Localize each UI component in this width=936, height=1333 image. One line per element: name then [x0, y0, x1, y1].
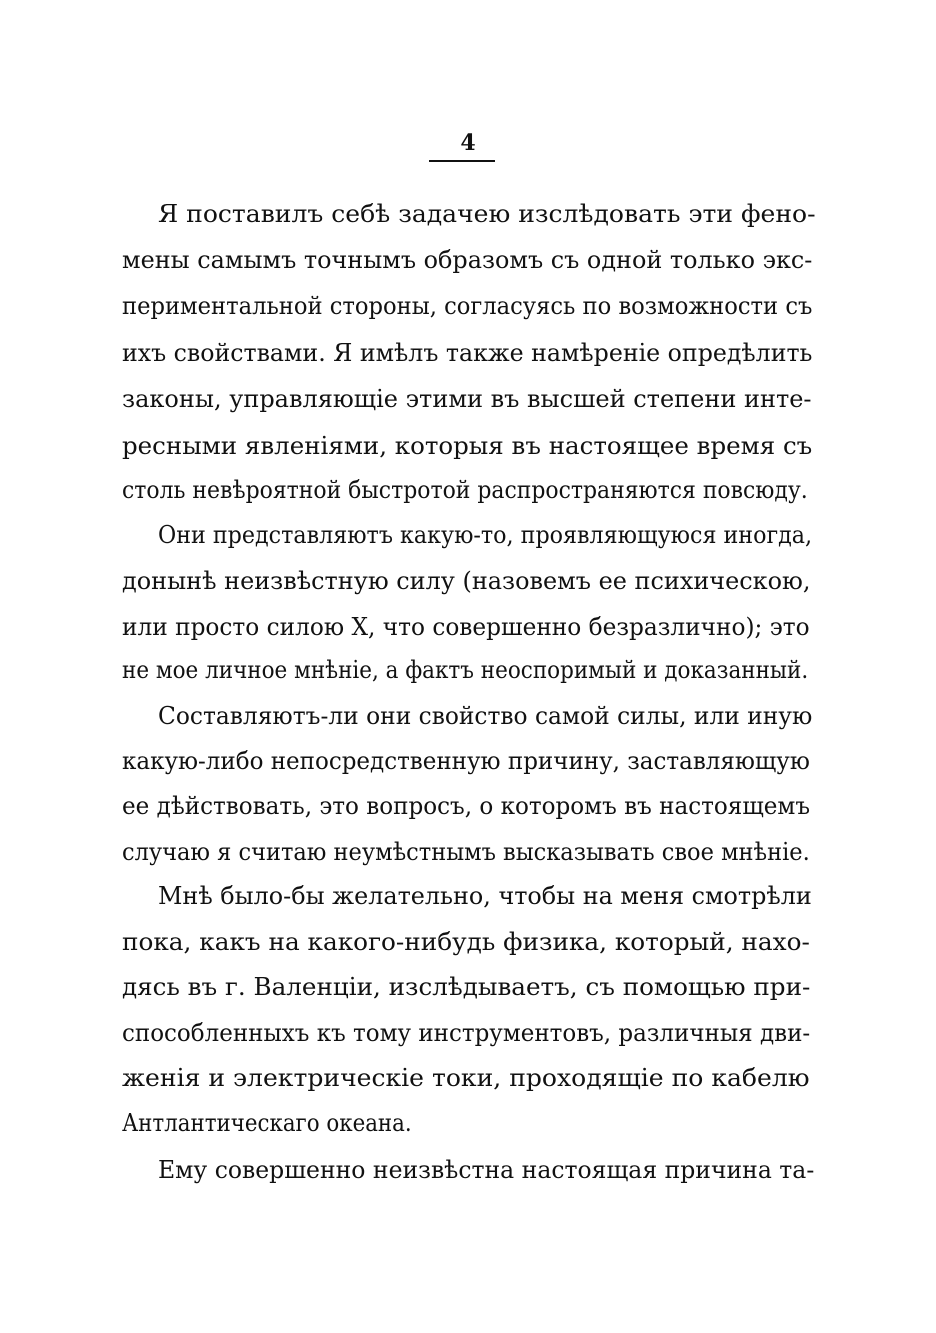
text-line: ресными явленіями, которыя въ настоящее время съ	[122, 432, 813, 460]
text-line: Антлантическаго океана.	[122, 1109, 412, 1137]
text-line: периментальной стороны, согласуясь по возможности съ	[122, 292, 813, 320]
text-line: ее дѣйствовать, это вопросъ, о которомъ въ настоящемъ	[122, 792, 811, 820]
text-line: донынѣ неизвѣстную силу (назовемъ ее психическою,	[122, 567, 811, 595]
text-line: Они представляютъ какую-то, проявляющуюся иногда,	[158, 521, 813, 549]
text-line: мены самымъ точнымъ образомъ съ одной только экс-	[122, 246, 813, 274]
text-line: дясь въ г. Валенціи, изслѣдываетъ, съ помощью при-	[122, 973, 811, 1001]
text-line: столь невѣроятной быстротой распространяются повсюду.	[122, 476, 808, 504]
text-line: случаю я считаю неумѣстнымъ высказывать свое мнѣніе.	[122, 838, 810, 866]
text-line: Я поставилъ себѣ задачею изслѣдовать эти фено-	[158, 200, 816, 228]
text-line: Мнѣ было-бы желательно, чтобы на меня смотрѣли	[158, 882, 812, 910]
text-line: пока, какъ на какого-нибудь физика, который, нахо-	[122, 928, 810, 956]
text-line: женія и электрическіе токи, проходящіе по кабелю	[122, 1064, 810, 1092]
text-line: способленныхъ къ тому инструментовъ, различныя дви-	[122, 1019, 811, 1047]
page-number-rule	[429, 160, 495, 162]
text-line: ихъ свойствами. Я имѣлъ также намѣреніе опредѣлить	[122, 339, 813, 367]
text-line: какую-либо непосредственную причину, заставляющую	[122, 747, 810, 775]
text-line: законы, управляющіе этими въ высшей степени инте-	[122, 385, 812, 413]
text-line: Составляютъ-ли они свойство самой силы, или иную	[158, 702, 813, 730]
text-line: или просто силою X, что совершенно безразлично); это	[122, 613, 810, 641]
text-line: Ему совершенно неизвѣстна настоящая причина та-	[158, 1156, 815, 1184]
text-line: не мое личное мнѣніе, а фактъ неоспоримый и доказанный.	[122, 656, 809, 684]
page-number: 4	[460, 130, 476, 156]
